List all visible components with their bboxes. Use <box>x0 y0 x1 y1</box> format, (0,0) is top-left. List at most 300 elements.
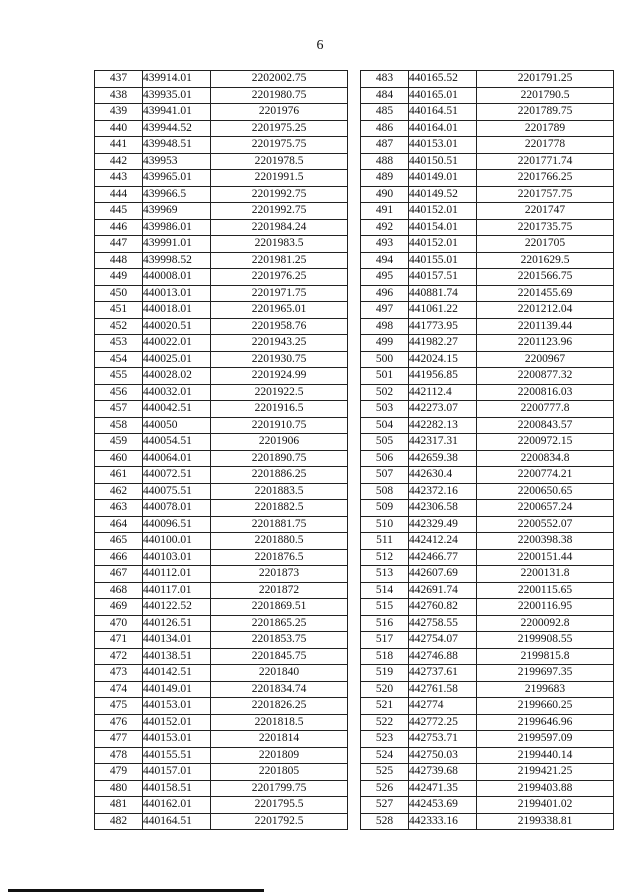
point-number-cell: 528 <box>361 813 409 830</box>
table-row <box>361 186 614 203</box>
table-row <box>95 780 348 797</box>
point-number-cell: 494 <box>361 252 409 269</box>
y-coordinate-cell: 2201943.25 <box>211 335 348 352</box>
y-coordinate-cell: 2199815.8 <box>477 648 614 665</box>
y-coordinate-cell: 2201792.5 <box>211 813 348 830</box>
coordinates-table-right <box>360 70 614 830</box>
x-coordinate-cell: 439948.51 <box>143 137 211 154</box>
table-row <box>95 714 348 731</box>
x-coordinate-cell: 440150.51 <box>409 153 477 170</box>
point-number-cell: 499 <box>361 335 409 352</box>
page-number: 6 <box>316 38 324 53</box>
y-coordinate-cell: 2201890.75 <box>211 450 348 467</box>
x-coordinate-cell: 439966.5 <box>143 186 211 203</box>
y-coordinate-cell: 2201872 <box>211 582 348 599</box>
x-coordinate-cell: 440112.01 <box>143 566 211 583</box>
point-number-cell: 453 <box>95 335 143 352</box>
y-coordinate-cell: 2201805 <box>211 764 348 781</box>
table-row <box>361 269 614 286</box>
table-row <box>361 434 614 451</box>
table-row <box>95 533 348 550</box>
y-coordinate-cell: 2201881.75 <box>211 516 348 533</box>
x-coordinate-cell: 440152.01 <box>143 714 211 731</box>
point-number-cell: 516 <box>361 615 409 632</box>
point-number-cell: 457 <box>95 401 143 418</box>
y-coordinate-cell: 2201799.75 <box>211 780 348 797</box>
y-coordinate-cell: 2199646.96 <box>477 714 614 731</box>
point-number-cell: 497 <box>361 302 409 319</box>
point-number-cell: 485 <box>361 104 409 121</box>
table-row <box>361 483 614 500</box>
point-number-cell: 440 <box>95 120 143 137</box>
x-coordinate-cell: 442273.07 <box>409 401 477 418</box>
table-row <box>361 203 614 220</box>
point-number-cell: 473 <box>95 665 143 682</box>
x-coordinate-cell: 439965.01 <box>143 170 211 187</box>
y-coordinate-cell: 2200967 <box>477 351 614 368</box>
y-coordinate-cell: 2201629.5 <box>477 252 614 269</box>
y-coordinate-cell: 2200834.8 <box>477 450 614 467</box>
y-coordinate-cell: 2200774.21 <box>477 467 614 484</box>
point-number-cell: 509 <box>361 500 409 517</box>
table-row <box>95 203 348 220</box>
x-coordinate-cell: 442317.31 <box>409 434 477 451</box>
y-coordinate-cell: 2201771.74 <box>477 153 614 170</box>
y-coordinate-cell: 2199440.14 <box>477 747 614 764</box>
table-row <box>95 120 348 137</box>
table-row <box>361 285 614 302</box>
x-coordinate-cell: 440152.01 <box>409 203 477 220</box>
x-coordinate-cell: 440164.51 <box>409 104 477 121</box>
y-coordinate-cell: 2201992.75 <box>211 186 348 203</box>
point-number-cell: 517 <box>361 632 409 649</box>
y-coordinate-cell: 2201916.5 <box>211 401 348 418</box>
point-number-cell: 441 <box>95 137 143 154</box>
x-coordinate-cell: 440096.51 <box>143 516 211 533</box>
y-coordinate-cell: 2201924.99 <box>211 368 348 385</box>
table-row <box>95 335 348 352</box>
table-row <box>95 186 348 203</box>
table-row <box>95 104 348 121</box>
x-coordinate-cell: 441982.27 <box>409 335 477 352</box>
x-coordinate-cell: 442412.24 <box>409 533 477 550</box>
point-number-cell: 522 <box>361 714 409 731</box>
y-coordinate-cell: 2201980.75 <box>211 87 348 104</box>
table-row <box>361 137 614 154</box>
x-coordinate-cell: 440149.52 <box>409 186 477 203</box>
table-row <box>361 731 614 748</box>
table-row <box>361 566 614 583</box>
x-coordinate-cell: 439941.01 <box>143 104 211 121</box>
table-row <box>95 153 348 170</box>
table-row <box>361 104 614 121</box>
x-coordinate-cell: 442112.4 <box>409 384 477 401</box>
x-coordinate-cell: 440050 <box>143 417 211 434</box>
point-number-cell: 527 <box>361 797 409 814</box>
x-coordinate-cell: 440100.01 <box>143 533 211 550</box>
y-coordinate-cell: 2201981.25 <box>211 252 348 269</box>
x-coordinate-cell: 442750.03 <box>409 747 477 764</box>
y-coordinate-cell: 2200777.8 <box>477 401 614 418</box>
x-coordinate-cell: 440881.74 <box>409 285 477 302</box>
y-coordinate-cell: 2201826.25 <box>211 698 348 715</box>
y-coordinate-cell: 2199403.88 <box>477 780 614 797</box>
table-row <box>95 318 348 335</box>
table-row <box>95 236 348 253</box>
point-number-cell: 472 <box>95 648 143 665</box>
y-coordinate-cell: 2201978.5 <box>211 153 348 170</box>
point-number-cell: 450 <box>95 285 143 302</box>
table-row <box>95 549 348 566</box>
y-coordinate-cell: 2199660.25 <box>477 698 614 715</box>
x-coordinate-cell: 440103.01 <box>143 549 211 566</box>
x-coordinate-cell: 442746.88 <box>409 648 477 665</box>
point-number-cell: 513 <box>361 566 409 583</box>
point-number-cell: 501 <box>361 368 409 385</box>
x-coordinate-cell: 442737.61 <box>409 665 477 682</box>
point-number-cell: 488 <box>361 153 409 170</box>
x-coordinate-cell: 442760.82 <box>409 599 477 616</box>
y-coordinate-cell: 2201958.76 <box>211 318 348 335</box>
point-number-cell: 514 <box>361 582 409 599</box>
x-coordinate-cell: 440134.01 <box>143 632 211 649</box>
x-coordinate-cell: 439969 <box>143 203 211 220</box>
coordinates-table-left <box>94 70 348 830</box>
table-row <box>95 615 348 632</box>
table-row <box>95 483 348 500</box>
point-number-cell: 510 <box>361 516 409 533</box>
x-coordinate-cell: 442758.55 <box>409 615 477 632</box>
point-number-cell: 502 <box>361 384 409 401</box>
x-coordinate-cell: 440075.51 <box>143 483 211 500</box>
table-row <box>95 698 348 715</box>
y-coordinate-cell: 2201865.25 <box>211 615 348 632</box>
y-coordinate-cell: 2201778 <box>477 137 614 154</box>
point-number-cell: 493 <box>361 236 409 253</box>
y-coordinate-cell: 2201965.01 <box>211 302 348 319</box>
point-number-cell: 518 <box>361 648 409 665</box>
y-coordinate-cell: 2201906 <box>211 434 348 451</box>
x-coordinate-cell: 442306.58 <box>409 500 477 517</box>
y-coordinate-cell: 2201882.5 <box>211 500 348 517</box>
point-number-cell: 519 <box>361 665 409 682</box>
point-number-cell: 511 <box>361 533 409 550</box>
x-coordinate-cell: 441956.85 <box>409 368 477 385</box>
y-coordinate-cell: 2201809 <box>211 747 348 764</box>
y-coordinate-cell: 2201876.5 <box>211 549 348 566</box>
y-coordinate-cell: 2199421.25 <box>477 764 614 781</box>
point-number-cell: 520 <box>361 681 409 698</box>
point-number-cell: 476 <box>95 714 143 731</box>
point-number-cell: 446 <box>95 219 143 236</box>
table-row <box>361 813 614 830</box>
table-row <box>95 285 348 302</box>
point-number-cell: 468 <box>95 582 143 599</box>
y-coordinate-cell: 2201976.25 <box>211 269 348 286</box>
x-coordinate-cell: 440122.52 <box>143 599 211 616</box>
y-coordinate-cell: 2201814 <box>211 731 348 748</box>
x-coordinate-cell: 442453.69 <box>409 797 477 814</box>
y-coordinate-cell: 2201910.75 <box>211 417 348 434</box>
y-coordinate-cell: 2201789.75 <box>477 104 614 121</box>
y-coordinate-cell: 2200972.15 <box>477 434 614 451</box>
y-coordinate-cell: 2202002.75 <box>211 71 348 88</box>
x-coordinate-cell: 440157.51 <box>409 269 477 286</box>
table-row <box>95 500 348 517</box>
x-coordinate-cell: 440153.01 <box>143 731 211 748</box>
y-coordinate-cell: 2199908.55 <box>477 632 614 649</box>
y-coordinate-cell: 2199597.09 <box>477 731 614 748</box>
point-number-cell: 452 <box>95 318 143 335</box>
x-coordinate-cell: 440164.51 <box>143 813 211 830</box>
point-number-cell: 487 <box>361 137 409 154</box>
point-number-cell: 461 <box>95 467 143 484</box>
point-number-cell: 525 <box>361 764 409 781</box>
point-number-cell: 465 <box>95 533 143 550</box>
y-coordinate-cell: 2201991.5 <box>211 170 348 187</box>
point-number-cell: 500 <box>361 351 409 368</box>
x-coordinate-cell: 442282.13 <box>409 417 477 434</box>
y-coordinate-cell: 2201834.74 <box>211 681 348 698</box>
y-coordinate-cell: 2201992.75 <box>211 203 348 220</box>
point-number-cell: 491 <box>361 203 409 220</box>
y-coordinate-cell: 2200552.07 <box>477 516 614 533</box>
x-coordinate-cell: 440020.51 <box>143 318 211 335</box>
x-coordinate-cell: 440165.01 <box>409 87 477 104</box>
table-row <box>95 450 348 467</box>
y-coordinate-cell: 2200657.24 <box>477 500 614 517</box>
table-row <box>95 632 348 649</box>
x-coordinate-cell: 440138.51 <box>143 648 211 665</box>
y-coordinate-cell: 2201795.5 <box>211 797 348 814</box>
point-number-cell: 477 <box>95 731 143 748</box>
point-number-cell: 442 <box>95 153 143 170</box>
point-number-cell: 484 <box>361 87 409 104</box>
x-coordinate-cell: 440153.01 <box>143 698 211 715</box>
x-coordinate-cell: 440162.01 <box>143 797 211 814</box>
y-coordinate-cell: 2201791.25 <box>477 71 614 88</box>
x-coordinate-cell: 442630.4 <box>409 467 477 484</box>
x-coordinate-cell: 439935.01 <box>143 87 211 104</box>
table-row <box>361 500 614 517</box>
point-number-cell: 447 <box>95 236 143 253</box>
y-coordinate-cell: 2201886.25 <box>211 467 348 484</box>
x-coordinate-cell: 440028.02 <box>143 368 211 385</box>
y-coordinate-cell: 2201566.75 <box>477 269 614 286</box>
point-number-cell: 482 <box>95 813 143 830</box>
y-coordinate-cell: 2201123.96 <box>477 335 614 352</box>
point-number-cell: 498 <box>361 318 409 335</box>
table-row <box>95 681 348 698</box>
table-row <box>95 731 348 748</box>
y-coordinate-cell: 2201975.25 <box>211 120 348 137</box>
table-row <box>95 170 348 187</box>
point-number-cell: 521 <box>361 698 409 715</box>
y-coordinate-cell: 2201212.04 <box>477 302 614 319</box>
y-coordinate-cell: 2201789 <box>477 120 614 137</box>
point-number-cell: 464 <box>95 516 143 533</box>
x-coordinate-cell: 440078.01 <box>143 500 211 517</box>
table-row <box>95 137 348 154</box>
x-coordinate-cell: 441773.95 <box>409 318 477 335</box>
x-coordinate-cell: 440152.01 <box>409 236 477 253</box>
point-number-cell: 496 <box>361 285 409 302</box>
y-coordinate-cell: 2200092.8 <box>477 615 614 632</box>
x-coordinate-cell: 440149.01 <box>409 170 477 187</box>
x-coordinate-cell: 439944.52 <box>143 120 211 137</box>
table-row <box>95 87 348 104</box>
x-coordinate-cell: 440165.52 <box>409 71 477 88</box>
table-row <box>95 665 348 682</box>
table-row <box>361 71 614 88</box>
table-row <box>95 384 348 401</box>
y-coordinate-cell: 2201735.75 <box>477 219 614 236</box>
point-number-cell: 495 <box>361 269 409 286</box>
x-coordinate-cell: 440164.01 <box>409 120 477 137</box>
point-number-cell: 466 <box>95 549 143 566</box>
table-row <box>361 780 614 797</box>
point-number-cell: 490 <box>361 186 409 203</box>
table-row <box>361 450 614 467</box>
table-row <box>361 714 614 731</box>
table-row <box>361 401 614 418</box>
y-coordinate-cell: 2199401.02 <box>477 797 614 814</box>
footer-rule <box>8 889 264 892</box>
point-number-cell: 469 <box>95 599 143 616</box>
table-row <box>361 615 614 632</box>
point-number-cell: 454 <box>95 351 143 368</box>
point-number-cell: 445 <box>95 203 143 220</box>
table-row <box>361 252 614 269</box>
y-coordinate-cell: 2201976 <box>211 104 348 121</box>
x-coordinate-cell: 442772.25 <box>409 714 477 731</box>
point-number-cell: 489 <box>361 170 409 187</box>
y-coordinate-cell: 2201869.51 <box>211 599 348 616</box>
table-row <box>95 797 348 814</box>
y-coordinate-cell: 2201883.5 <box>211 483 348 500</box>
point-number-cell: 492 <box>361 219 409 236</box>
table-row <box>361 219 614 236</box>
y-coordinate-cell: 2200115.65 <box>477 582 614 599</box>
x-coordinate-cell: 440153.01 <box>409 137 477 154</box>
point-number-cell: 458 <box>95 417 143 434</box>
table-row <box>95 401 348 418</box>
x-coordinate-cell: 441061.22 <box>409 302 477 319</box>
table-row <box>361 516 614 533</box>
x-coordinate-cell: 440032.01 <box>143 384 211 401</box>
table-row <box>95 582 348 599</box>
x-coordinate-cell: 442471.35 <box>409 780 477 797</box>
x-coordinate-cell: 442754.07 <box>409 632 477 649</box>
y-coordinate-cell: 2200151.44 <box>477 549 614 566</box>
table-row <box>361 747 614 764</box>
x-coordinate-cell: 440155.51 <box>143 747 211 764</box>
point-number-cell: 455 <box>95 368 143 385</box>
x-coordinate-cell: 440155.01 <box>409 252 477 269</box>
point-number-cell: 480 <box>95 780 143 797</box>
x-coordinate-cell: 439914.01 <box>143 71 211 88</box>
table-row <box>95 71 348 88</box>
x-coordinate-cell: 440013.01 <box>143 285 211 302</box>
point-number-cell: 462 <box>95 483 143 500</box>
table-row <box>361 698 614 715</box>
table-row <box>95 467 348 484</box>
point-number-cell: 503 <box>361 401 409 418</box>
table-row <box>361 797 614 814</box>
point-number-cell: 512 <box>361 549 409 566</box>
x-coordinate-cell: 442761.58 <box>409 681 477 698</box>
y-coordinate-cell: 2201975.75 <box>211 137 348 154</box>
point-number-cell: 439 <box>95 104 143 121</box>
point-number-cell: 448 <box>95 252 143 269</box>
table-row <box>361 153 614 170</box>
table-row <box>361 764 614 781</box>
y-coordinate-cell: 2201766.25 <box>477 170 614 187</box>
x-coordinate-cell: 442691.74 <box>409 582 477 599</box>
point-number-cell: 526 <box>361 780 409 797</box>
point-number-cell: 523 <box>361 731 409 748</box>
y-coordinate-cell: 2200650.65 <box>477 483 614 500</box>
table-row <box>361 582 614 599</box>
point-number-cell: 463 <box>95 500 143 517</box>
point-number-cell: 475 <box>95 698 143 715</box>
table-row <box>95 813 348 830</box>
x-coordinate-cell: 439953 <box>143 153 211 170</box>
y-coordinate-cell: 2199338.81 <box>477 813 614 830</box>
x-coordinate-cell: 442659.38 <box>409 450 477 467</box>
x-coordinate-cell: 440054.51 <box>143 434 211 451</box>
x-coordinate-cell: 442372.16 <box>409 483 477 500</box>
point-number-cell: 507 <box>361 467 409 484</box>
x-coordinate-cell: 440042.51 <box>143 401 211 418</box>
x-coordinate-cell: 442466.77 <box>409 549 477 566</box>
y-coordinate-cell: 2201984.24 <box>211 219 348 236</box>
y-coordinate-cell: 2201705 <box>477 236 614 253</box>
point-number-cell: 443 <box>95 170 143 187</box>
table-row <box>361 335 614 352</box>
point-number-cell: 474 <box>95 681 143 698</box>
table-row <box>361 318 614 335</box>
point-number-cell: 470 <box>95 615 143 632</box>
point-number-cell: 437 <box>95 71 143 88</box>
y-coordinate-cell: 2201757.75 <box>477 186 614 203</box>
point-number-cell: 456 <box>95 384 143 401</box>
point-number-cell: 467 <box>95 566 143 583</box>
table-row <box>361 533 614 550</box>
table-row <box>361 236 614 253</box>
y-coordinate-cell: 2200131.8 <box>477 566 614 583</box>
y-coordinate-cell: 2201845.75 <box>211 648 348 665</box>
table-row <box>361 87 614 104</box>
x-coordinate-cell: 440064.01 <box>143 450 211 467</box>
x-coordinate-cell: 439991.01 <box>143 236 211 253</box>
x-coordinate-cell: 440008.01 <box>143 269 211 286</box>
x-coordinate-cell: 442329.49 <box>409 516 477 533</box>
point-number-cell: 460 <box>95 450 143 467</box>
table-row <box>95 269 348 286</box>
y-coordinate-cell: 2199683 <box>477 681 614 698</box>
table-row <box>361 632 614 649</box>
table-row <box>95 566 348 583</box>
table-row <box>361 417 614 434</box>
table-row <box>95 417 348 434</box>
x-coordinate-cell: 440018.01 <box>143 302 211 319</box>
y-coordinate-cell: 2201455.69 <box>477 285 614 302</box>
point-number-cell: 508 <box>361 483 409 500</box>
table-row <box>361 467 614 484</box>
table-row <box>361 120 614 137</box>
x-coordinate-cell: 442333.16 <box>409 813 477 830</box>
